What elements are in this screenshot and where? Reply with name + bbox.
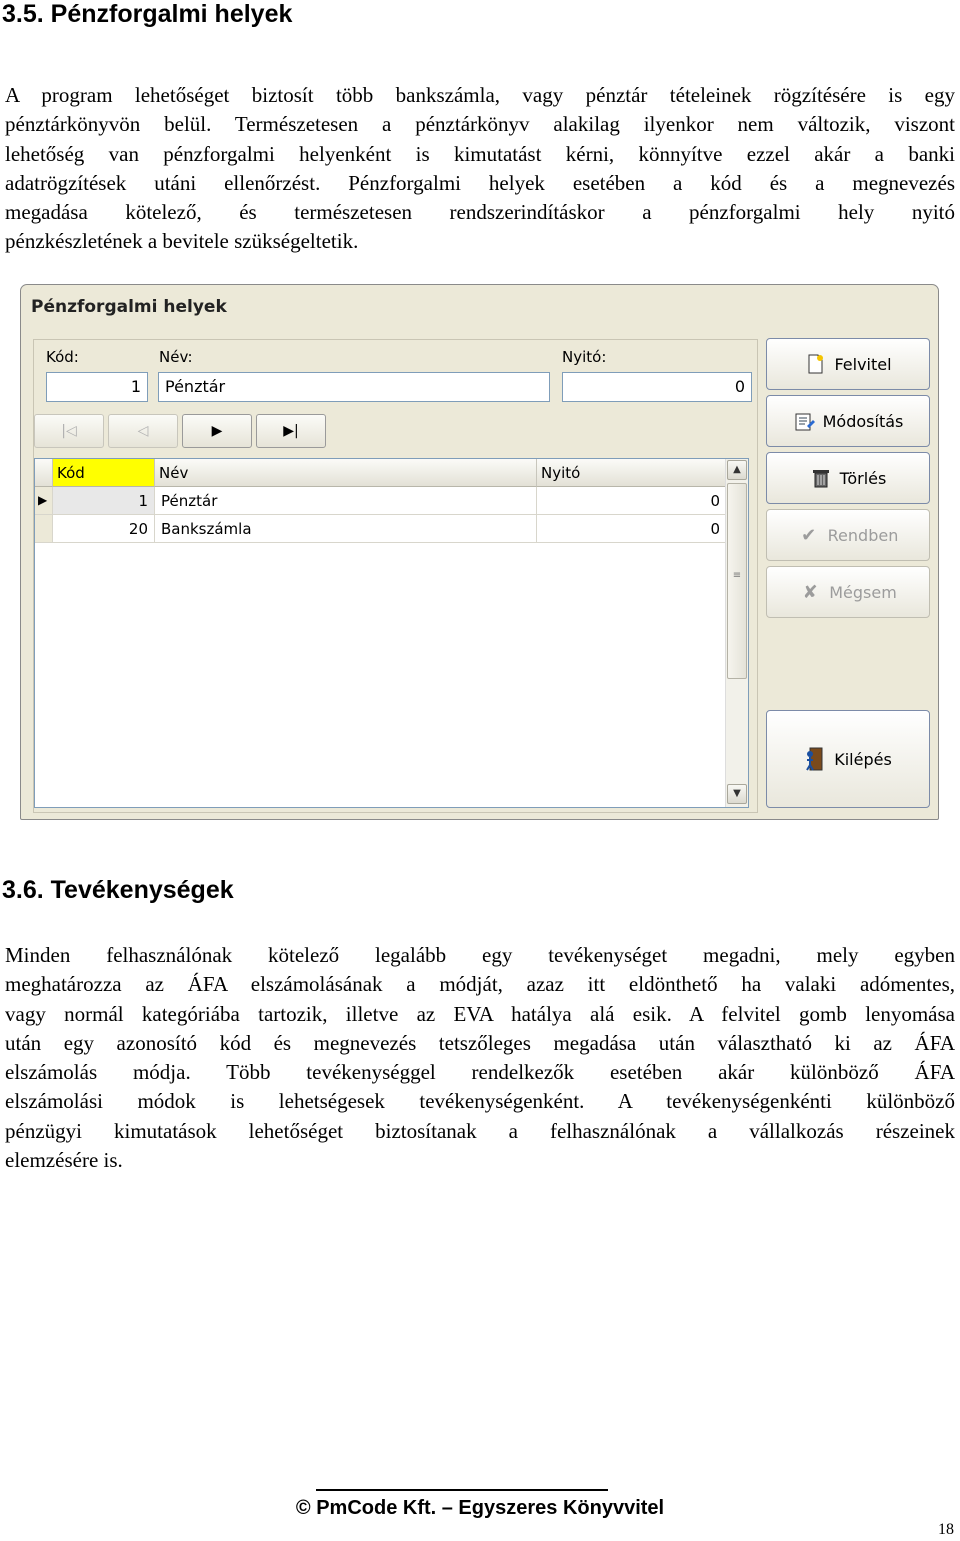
modositas-label: Módosítás [822,411,904,431]
paragraph-line: Minden felhasználónak kötelező legalább egy tevékenységet megadni, mely egyben [5,943,955,967]
footer-divider [316,1489,608,1491]
new-document-icon [804,353,826,375]
table-row-nev[interactable]: Pénztár [155,487,537,515]
table-row-nyito[interactable]: 0 [537,515,727,543]
kilepes-label: Kilépés [834,749,892,769]
checkmark-icon: ✔ [801,524,817,546]
megsem-label: Mégsem [829,582,897,602]
form-panel [33,339,758,813]
trash-icon [810,467,832,489]
nav-prev-button[interactable]: ◁ [108,414,178,448]
nev-input[interactable]: Pénztár [158,372,550,402]
table-row-nyito[interactable]: 0 [537,487,727,515]
nev-label: Név: [159,348,193,366]
page-number: 18 [938,1521,954,1538]
nyito-label: Nyitó: [562,348,607,366]
grid-header-nyito[interactable]: Nyitó [537,459,727,487]
paragraph-line: elszámolási módok is lehetségesek tevékenységenként. A tevékenységenkénti különböző [5,1089,955,1114]
paragraph-line: adatrögzítések utáni ellenőrzést. Pénzforgalmi helyek esetében a kód és a megnevezés [5,170,955,195]
rendben-label: Rendben [827,525,899,545]
section1-paragraph [5,81,955,257]
nav-next-button[interactable]: ▶ [182,414,252,448]
grid-scrollbar[interactable] [725,459,748,807]
paragraph-line: lehetőség van pénzforgalmi helyenként is kimutatást kérni, könnyítve ezzel akár a banki [5,141,955,166]
paragraph-line: után egy azonosító kód és megnevezés tetszőleges megadása után választható ki az ÁFA [5,1030,955,1055]
nav-last-button[interactable]: ▶| [256,414,326,448]
paragraph-line: megadása kötelező, és természetesen rendszerindításkor a pénzforgalmi hely nyitó [5,200,955,225]
paragraph-line: A program lehetőséget biztosít több bankszámla, vagy pénztár tételeinek rögzítésére is egy [5,83,955,107]
paragraph-line: pénzkészletének a bevitele szükségeltetik. [5,229,359,254]
nyito-input[interactable]: 0 [562,372,752,402]
scroll-down-icon[interactable]: ▼ [727,784,747,804]
grid-indicator-header [35,459,53,487]
paragraph-line: pénzügyi kimutatások lehetőséget biztosítanak a felhasználónak a vállalkozás részeinek [5,1118,955,1143]
scroll-up-icon[interactable]: ▲ [727,460,747,480]
megsem-button[interactable] [766,566,930,618]
paragraph-line: vagy normál kategóriába tartozik, illetve az EVA hatálya alá esik. A felvitel gomb lenyomása [5,1001,955,1026]
grid-header-kod[interactable]: Kód [53,459,155,487]
felvitel-button[interactable] [766,338,930,390]
table-row-kod[interactable]: 20 [53,515,155,543]
penzforgalmi-helyek-window [20,284,939,820]
nav-first-button[interactable]: |◁ [34,414,104,448]
paragraph-line: elemzésére is. [5,1148,123,1173]
modositas-button[interactable] [766,395,930,447]
felvitel-label: Felvitel [834,354,892,374]
paragraph-line: pénztárkönyvön belül. Természetesen a pénztárkönyv alakilag ilyenkor nem változik, viszont [5,112,955,137]
data-grid [34,458,749,808]
cancel-x-icon: ✘ [802,581,818,603]
table-row-kod[interactable]: 1 [53,487,155,515]
exit-door-icon [804,748,826,770]
section-heading-penzforgalmi: 3.5. Pénzforgalmi helyek [2,0,293,28]
paragraph-line: elszámolás módja. Több tevékenységgel rendelkezők esetében akár különböző ÁFA [5,1060,955,1085]
section-heading-tevekenysegek: 3.6. Tevékenységek [2,876,234,904]
row-pointer-icon: ▶ [35,487,53,515]
grid-header-nev[interactable]: Név [155,459,537,487]
footer-text: © PmCode Kft. – Egyszeres Könyvvitel [295,1497,665,1519]
kilepes-button[interactable] [766,710,930,808]
scroll-thumb[interactable]: ≡ [727,483,747,679]
table-row-nev[interactable]: Bankszámla [155,515,537,543]
window-title: Pénzforgalmi helyek [31,297,227,317]
torles-label: Törlés [839,468,887,488]
paragraph-line: meghatározza az ÁFA elszámolásának a módját, azaz itt eldönthető ha valaki adómentes, [5,972,955,997]
kod-label: Kód: [46,348,79,366]
kod-input[interactable]: 1 [46,372,148,402]
rendben-button[interactable] [766,509,930,561]
edit-document-icon [793,410,815,432]
section2-paragraph [5,941,955,1175]
row-indicator [35,515,53,543]
torles-button[interactable] [766,452,930,504]
